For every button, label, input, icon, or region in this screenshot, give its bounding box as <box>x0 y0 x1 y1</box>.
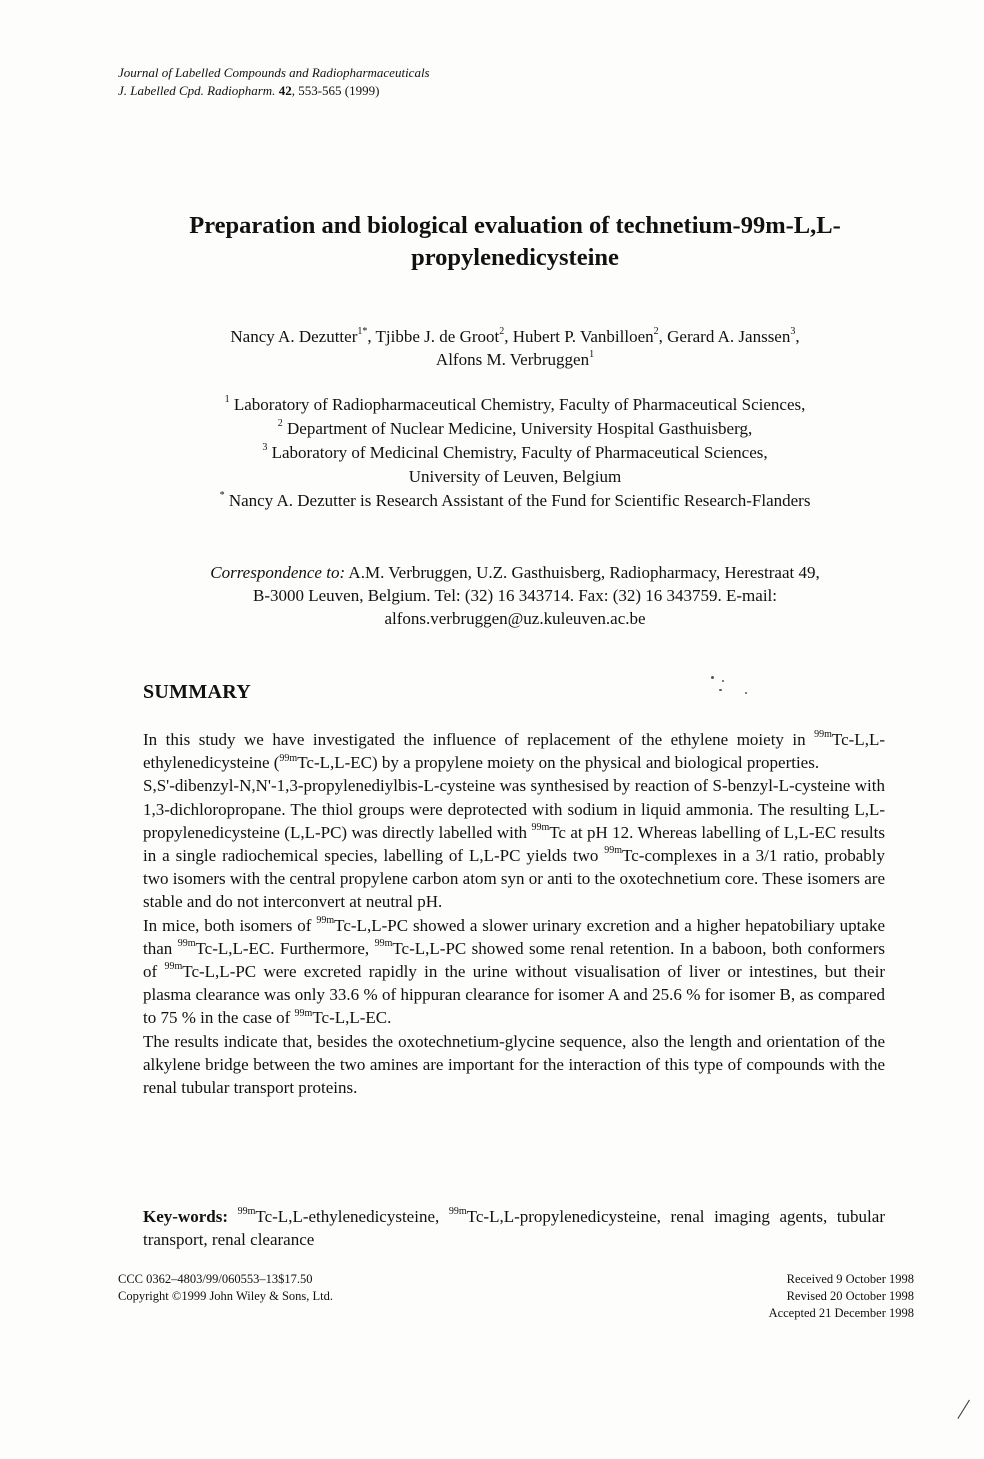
authors-line-2 <box>100 348 930 371</box>
scan-speck <box>711 676 714 679</box>
journal-name: Journal of Labelled Compounds and Radiopharmaceuticals <box>118 65 430 80</box>
title-line-1: Preparation and biological evaluation of technetium-99m-L,L- <box>189 212 841 239</box>
summary-text: Tc-L,L-PC showed some renal retention. In a baboon, both conformers of <box>143 938 885 982</box>
keywords <box>143 1205 885 1251</box>
author-name: Alfons M. Verbruggen <box>435 350 590 369</box>
summary-text: Tc-L,L-EC. Furthermore, <box>195 938 375 958</box>
correspondence-address: A.M. Verbruggen, U.Z. Gasthuisberg, Radiopharmacy, Herestraat 49, <box>345 563 820 582</box>
author-affiliation-mark: 2 <box>499 326 505 338</box>
correspondence-label: Correspondence to: <box>210 563 346 582</box>
summary-text: In mice, both isomers of <box>143 915 317 935</box>
scan-speck <box>719 689 722 691</box>
summary-text: Tc at pH 12. Whereas labelling of L,L-EC results in a single radiochemical species, labelling of L,L-PC yields two <box>143 822 885 866</box>
affiliations <box>100 393 930 513</box>
citation-volume: 42 <box>278 83 292 98</box>
title-line-2: propylenedicysteine <box>411 244 619 271</box>
affiliation-3-continued: University of Leuven, Belgium <box>408 467 622 486</box>
summary-paragraph-4: The results indicate that, besides the oxotechnetium-glycine sequence, also the length and orientation of the alkylene bridge between the two amines are important for the interaction of this type of compounds with the renal tubular transport proteins. <box>143 1031 885 1098</box>
affiliation-mark: 3 <box>262 442 268 454</box>
correspondence-line-2: B-3000 Leuven, Belgium. Tel: (32) 16 343714. Fax: (32) 16 343759. E-mail: <box>252 586 777 605</box>
citation-prefix: J. Labelled Cpd. Radiopharm. <box>118 83 276 98</box>
journal-citation <box>118 82 430 100</box>
affiliation-3 <box>100 441 930 465</box>
author-affiliation-mark: 3 <box>790 326 796 338</box>
affiliation-text: Laboratory of Radiopharmaceutical Chemistry, Faculty of Pharmaceutical Sciences, <box>229 395 806 414</box>
journal-header <box>118 64 430 100</box>
note-mark: * <box>219 490 225 502</box>
author-name: Nancy A. Dezutter <box>230 327 358 346</box>
correspondence-line-1 <box>100 561 930 584</box>
summary-text: In this study we have investigated the influence of replacement of the ethylene moiety in <box>143 730 815 749</box>
scan-pen-mark <box>957 1400 970 1419</box>
author-affiliation-mark: 2 <box>653 326 659 338</box>
summary-text: Tc-L,L-PC showed a slower urinary excretion and a higher hepatobiliary uptake than <box>143 915 885 958</box>
summary-text: Tc-L,L-EC. <box>312 1008 392 1028</box>
author-name: , Gerard A. Janssen <box>658 327 791 346</box>
isotope-superscript: 99m <box>316 914 335 926</box>
author-affiliation-mark: 1 <box>589 349 595 361</box>
summary-heading: SUMMARY <box>143 681 252 703</box>
affiliation-1 <box>100 393 930 417</box>
affiliation-mark: 1 <box>224 394 230 406</box>
affiliation-mark: 2 <box>277 418 283 430</box>
keyword-text: Tc-L,L-propylenedicysteine, renal imaging agents, tubular transport, renal clearance <box>143 1207 885 1249</box>
isotope-superscript: 99m <box>164 961 183 973</box>
isotope-superscript: 99m <box>531 822 550 834</box>
summary-paragraph-1 <box>143 728 885 774</box>
author-separator: , <box>795 327 800 346</box>
footer-dates <box>769 1271 914 1322</box>
author-note <box>100 489 930 513</box>
summary-text: Tc-L,L-EC) by a propylene moiety on the physical and biological properties. <box>297 753 820 773</box>
revised-date: Revised 20 October 1998 <box>786 1289 914 1303</box>
copyright-notice: Copyright ©1999 John Wiley & Sons, Ltd. <box>118 1289 334 1303</box>
affiliation-text: Department of Nuclear Medicine, University Hospital Gasthuisberg, <box>282 419 753 438</box>
authors-line-1 <box>100 325 930 348</box>
received-date: Received 9 October 1998 <box>786 1272 914 1286</box>
summary-text: Tc-L,L-ethylenedicysteine ( <box>143 730 885 773</box>
author-name: , Hubert P. Vanbilloen <box>504 327 654 346</box>
citation-pages: , 553-565 (1999) <box>291 83 380 98</box>
keywords-label: Key-words: <box>143 1207 228 1226</box>
affiliation-text: Laboratory of Medicinal Chemistry, Faculty of Pharmaceutical Sciences, <box>267 443 768 462</box>
accepted-date: Accepted 21 December 1998 <box>768 1306 914 1320</box>
ccc-code: CCC 0362–4803/99/060553–13$17.50 <box>118 1272 313 1286</box>
isotope-superscript: 99m <box>294 1007 313 1019</box>
isotope-superscript: 99m <box>448 1206 467 1218</box>
scan-speck <box>745 692 747 694</box>
author-name: , Tjibbe J. de Groot <box>367 327 500 346</box>
summary-text: Tc-L,L-PC were excreted rapidly in the urine without visualisation of liver or intestines, but their plasma clearance was only 33.6 % of hippuran clearance for isomer A and 25.6 % for isomer B, as compared to 75 % in the case of <box>143 962 885 1028</box>
isotope-superscript: 99m <box>177 938 196 950</box>
keyword-text: Tc-L,L-ethylenedicysteine, <box>255 1207 449 1226</box>
footer-publication-info <box>118 1271 333 1305</box>
isotope-superscript: 99m <box>279 752 298 764</box>
correspondence-email: alfons.verbruggen@uz.kuleuven.ac.be <box>384 609 646 628</box>
isotope-superscript: 99m <box>604 845 623 857</box>
paper-title <box>100 210 930 274</box>
affiliation-2 <box>100 417 930 441</box>
author-list <box>100 325 930 371</box>
summary-paragraph-3 <box>143 914 885 1030</box>
summary-body <box>143 728 885 1099</box>
summary-text: Tc-complexes in a 3/1 ratio, probably two isomers with the central propylene carbon atom syn or anti to the oxotechnetium core. These isomers are stable and do not interconvert at neutral pH. <box>143 846 885 912</box>
author-affiliation-mark: 1* <box>357 326 368 338</box>
scan-speck <box>722 680 724 682</box>
correspondence <box>100 561 930 630</box>
summary-text: S,S'-dibenzyl-N,N'-1,3-propylenediylbis-L-cysteine was synthesised by reaction of S-benzyl-L-cysteine with 1,3-dichloropropane. The thiol groups were deprotected with sodium in liquid ammonia. The resulting L,L-propylenedicysteine (L,L-PC) was directly labelled with <box>143 776 885 842</box>
isotope-superscript: 99m <box>374 938 393 950</box>
isotope-superscript: 99m <box>237 1206 256 1218</box>
summary-paragraph-2 <box>143 774 885 913</box>
isotope-superscript: 99m <box>814 729 832 741</box>
note-text: Nancy A. Dezutter is Research Assistant of the Fund for Scientific Research-Flanders <box>224 491 811 510</box>
